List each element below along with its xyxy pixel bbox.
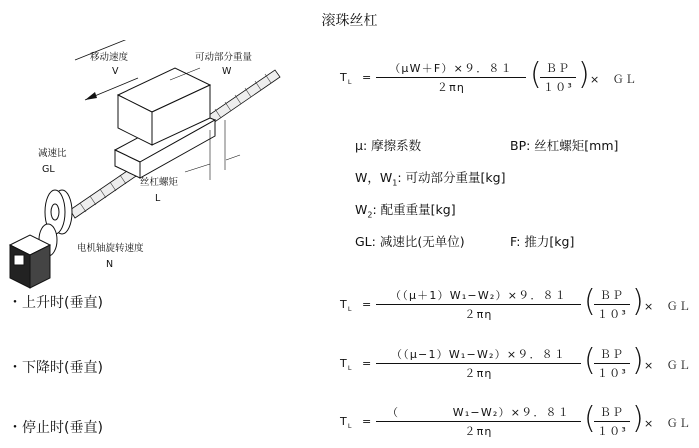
legend-w: W，$W_1$: 可动部分重量[kg]	[355, 170, 506, 188]
formula-eq: =	[362, 71, 373, 84]
legend-f: F: 推力[kg]	[510, 234, 575, 249]
motor-speed-symbol: N	[106, 259, 114, 270]
formula-bp-fraction: ＢＰ １０³	[540, 60, 576, 95]
ratio-label: 减速比	[38, 148, 67, 159]
legend-mu: μ: 摩擦系数	[355, 138, 422, 153]
formula-tl: $T_L$	[340, 71, 353, 87]
speed-label: 移动速度	[90, 52, 129, 63]
bullet-up: ・上升时(垂直)	[8, 295, 103, 311]
bullet-down: ・下降时(垂直)	[8, 360, 103, 376]
formula-stop: $T_L$ = （ W₁−W₂）×９．８１ ２πη ( ＢＰ １０³ ) × ＧＬ	[340, 401, 692, 438]
legend-w2: $W_2$: 配重重量[kg]	[355, 202, 456, 220]
legend-gl: GL: 减速比(无单位)	[355, 234, 465, 249]
weight-symbol: W	[222, 66, 232, 77]
formula-up: $T_L$ = （（μ＋1）W₁−W₂）×９．８１ ２πη ( ＢＰ １０³ ) × ＧＬ	[340, 284, 692, 321]
formula-general: $T_L$ = （μW＋F）×９．８１ ２πη ( ＢＰ １０³ ) × ＧＬ	[340, 57, 638, 94]
bullet-stop: ・停止时(垂直)	[8, 420, 103, 436]
lead-label: 丝杠螺矩	[140, 177, 179, 188]
motor-speed-label: 电机轴旋转速度	[77, 243, 144, 254]
ball-screw-diagram	[0, 40, 300, 290]
formula-gl: × ＧＬ	[590, 73, 638, 86]
formula-main-fraction: （μW＋F）×９．８１ ２πη	[376, 60, 526, 95]
weight-label: 可动部分重量	[195, 52, 253, 63]
formula-down: $T_L$ = （（μ−1）W₁−W₂）×９．８１ ２πη ( ＢＰ １０³ ) × ＧＬ	[340, 343, 692, 380]
ratio-symbol: GL	[42, 164, 55, 175]
speed-symbol: V	[112, 66, 119, 77]
lead-symbol: L	[155, 193, 161, 204]
page-title: 滚珠丝杠	[321, 13, 378, 29]
legend-bp: BP: 丝杠螺矩[mm]	[510, 138, 619, 153]
